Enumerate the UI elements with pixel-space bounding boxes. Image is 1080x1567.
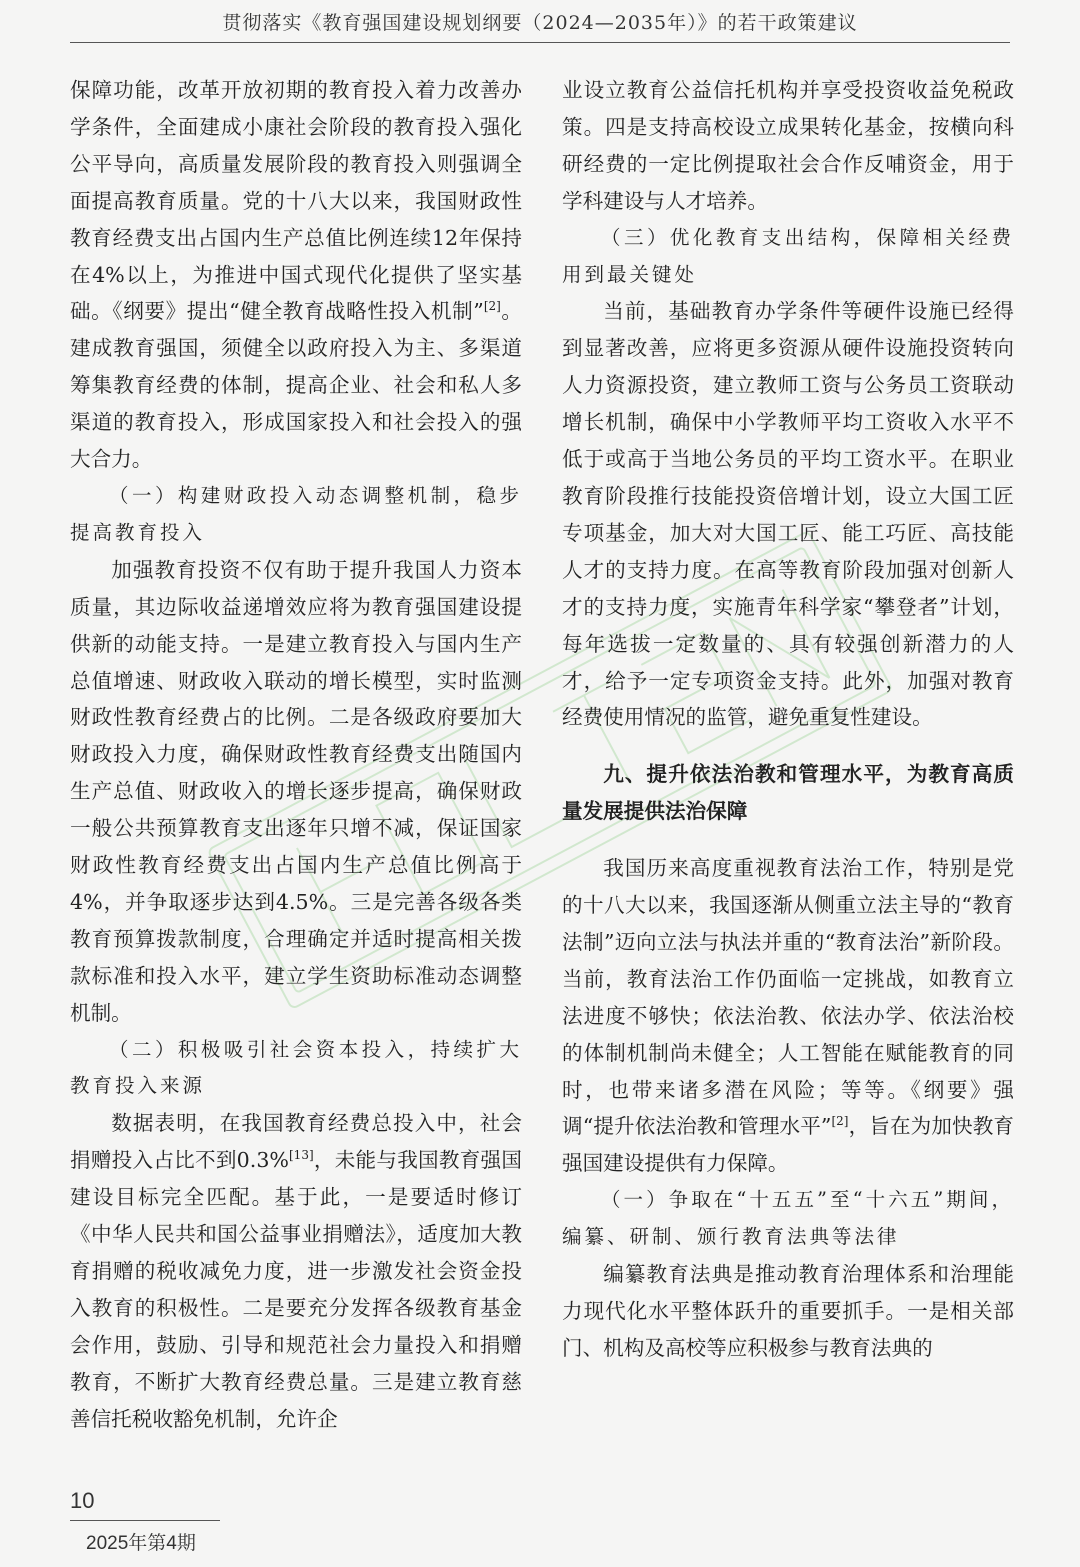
paragraph: 当前，基础教育办学条件等硬件设施已经得到显著改善，应将更多资源从硬件设施投资转向人力资源投资，建立教师工资与公务员工资联动增长机制，确保中小学教师平均工资收入水平不低于或高于当地公务员的平均工资水平。在职业教育阶段推行技能投资倍增计划，设立大国工匠专项基金，加大对大国工匠、能工巧匠、高技能人才的支持力度。在高等教育阶段加强对创新人才的支持力度，实施青年科学家“攀登者”计划，每年选拔一定数量的、具有较强创新潜力的人才，给予一定专项资金支持。此外，加强对教育经费使用情况的监管，避免重复性建设。 [562,299,1014,730]
footer-divider [70,1520,220,1521]
paragraph: 加强教育投资不仅有助于提升我国人力资本质量，其边际收益递增效应将为教育强国建设提供新的动能支持。一是建立教育投入与国内生产总值增速、财政收入联动的增长模型，实时监测财政性教育经费占的比例。二是各级政府要加大财政投入力度，确保财政性教育经费支出随国内生产总值、财政收入的增长逐步提高，确保财政一般公共预算教育支出逐年只增不减，保证国家财政性教育经费支出占国内生产总值比例高于4%，并争取逐步达到4.5%。三是完善各级各类教育预算拨款制度，合理确定并适时提高相关拨款标准和投入水平，建立学生资助标准动态调整机制。 [70,557,522,1025]
page-number: 10 [70,1488,95,1513]
citation-ref[interactable]: [2] [483,299,501,314]
left-column [70,72,522,1438]
citation-ref[interactable]: [2] [831,1114,849,1129]
subsection-heading: （三）优化教育支出结构，保障相关经费用到最关键处 [562,225,1014,286]
issue-label: 2025年第4期 [86,1533,196,1554]
paragraph: 数据表明，在我国教育经费总投入中，社会捐赠投入占比不到0.3%[13]，未能与我国教育强国建设目标完全匹配。基于此，一是要适时修订《中华人民共和国公益事业捐赠法》，适度加大教育捐赠的税收减免力度，进一步激发社会资金投入教育的积极性。二是要充分发挥各级教育基金会作用，鼓励、引导和规范社会力量投入和捐赠教育，不断扩大教育经费总量。三是建立教育慈善信托税收豁免机制，允许企 [70,1111,522,1431]
paragraph: 我国历来高度重视教育法治工作，特别是党的十八大以来，我国逐渐从侧重立法主导的“教育法制”迈向立法与执法并重的“教育法治”新阶段。当前，教育法治工作仍面临一定挑战，如教育立法进度不够快；依法治教、依法办学、依法治校的体制机制尚未健全；人工智能在赋能教育的同时，也带来诸多潜在风险；等等。《纲要》强调“提升依法治教和管理水平”[2]，旨在为加快教育强国建设提供有力保障。 [562,856,1015,1176]
paragraph: 保障功能，改革开放初期的教育投入着力改善办学条件，全面建成小康社会阶段的教育投入强化公平导向，高质量发展阶段的教育投入则强调全面提高教育质量。党的十八大以来，我国财政性教育经费支出占国内生产总值比例连续12年保持在4%以上，为推进中国式现代化提供了坚实基础。《纲要》提出“健全教育战略性投入机制”[2]。建成教育强国，须健全以政府投入为主、多渠道筹集教育经费的体制，提高企业、社会和私人多渠道的教育投入，形成国家投入和社会投入的强大合力。 [70,78,522,472]
paragraph: 业设立教育公益信托机构并享受投资收益免税政策。四是支持高校设立成果转化基金，按横向科研经费的一定比例提取社会合作反哺资金，用于学科建设与人才培养。 [562,78,1014,213]
paragraph: 编纂教育法典是推动教育治理体系和治理能力现代化水平整体跃升的重要抓手。一是相关部门、机构及高校等应积极参与教育法典的 [562,1262,1014,1360]
subsection-heading: （二）积极吸引社会资本投入，持续扩大教育投入来源 [70,1037,522,1098]
running-header: 贯彻落实《教育强国建设规划纲要（2024—2035年）》的若干政策建议 [70,10,1010,43]
right-column [562,72,1014,1367]
citation-ref[interactable]: [13] [289,1148,314,1163]
section-heading: 九、提升依法治教和管理水平，为教育高质量发展提供法治保障 [562,762,1014,824]
subsection-heading: （一）争取在“十五五”至“十六五”期间，编纂、研制、颁行教育法典等法律 [562,1188,1014,1249]
subsection-heading: （一）构建财政投入动态调整机制，稳步提高教育投入 [70,483,522,544]
